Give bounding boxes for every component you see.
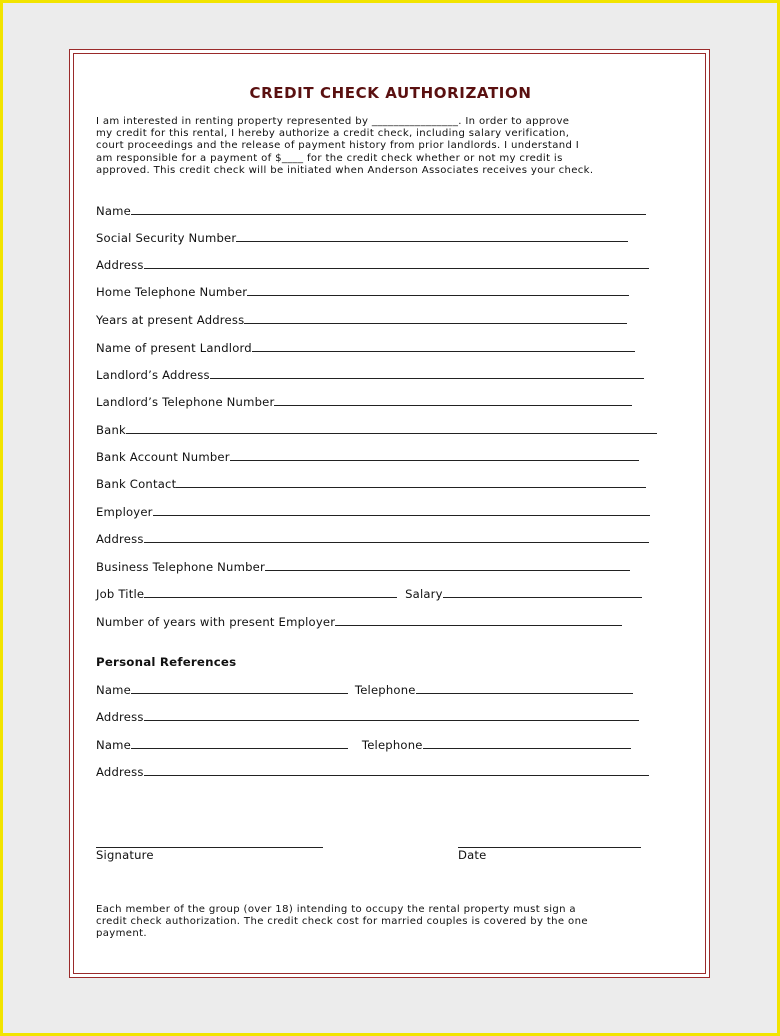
name-input-line[interactable] [131,204,646,215]
landlord-address-input-line[interactable] [210,368,644,379]
ssn-field-row[interactable] [96,231,628,245]
bank-account-input-line[interactable] [230,450,639,461]
home-phone-input-line[interactable] [247,285,629,296]
personal-references-heading: Personal References [96,655,237,669]
reference-1-phone-line[interactable] [416,683,633,694]
address-input-line[interactable] [144,258,649,269]
business-phone-field-row[interactable] [96,560,630,574]
reference-1-address-label: Address [96,710,144,724]
bank-field-row[interactable] [96,423,657,437]
reference-1-name-line[interactable] [131,683,348,694]
reference-2-phone-label: Telephone [361,738,423,752]
job-title-input-line[interactable] [144,587,397,598]
business-phone-input-line[interactable] [265,560,630,571]
bank-contact-input-line[interactable] [176,477,646,488]
reference-2-phone-line[interactable] [423,738,631,749]
reference-2-address-label: Address [96,765,144,779]
name-field-row[interactable] [96,204,646,218]
reference-1-phone-label: Telephone [354,683,416,697]
form-title: CREDIT CHECK AUTHORIZATION [249,84,532,102]
intro-paragraph: I am interested in renting property represented by ________________. In order to approve my credit for this rental, I hereby authorize a credit check, including salary verification, court proceedings and the release of payment history from prior landlords. I understand I am responsible for a payment of $____ for the credit check whether or not my credit is approved. This credit check will be initiated when Anderson Associates receives your check. [96,116,594,176]
years-employer-input-line[interactable] [335,615,622,626]
footer-note: Each member of the group (over 18) intending to occupy the rental property must sign a credit check authorization. The credit check cost for married couples is covered by the one payment. [96,904,588,940]
name-label: Name [96,204,132,218]
bank-account-field-row[interactable] [96,450,639,464]
home-phone-field-row[interactable] [96,285,629,299]
reference-2-name-line[interactable] [131,738,348,749]
date-label: Date [458,848,487,862]
landlord-phone-label: Landlord’s Telephone Number [96,395,275,409]
address-field-row[interactable] [96,258,649,272]
job-title-label: Job Title [96,587,145,601]
landlord-name-label: Name of present Landlord [96,341,252,355]
reference-2-address-row[interactable] [96,765,649,779]
reference-1-row[interactable] [96,683,633,697]
bank-label: Bank [96,423,126,437]
landlord-phone-input-line[interactable] [274,395,632,406]
employer-address-field-row[interactable] [96,532,649,546]
reference-2-name-label: Name [96,738,132,752]
job-salary-field-row[interactable] [96,587,642,601]
years-employer-field-row[interactable] [96,615,622,629]
landlord-address-label: Landlord’s Address [96,368,210,382]
ssn-label: Social Security Number [96,231,237,245]
years-address-field-row[interactable] [96,313,627,327]
landlord-address-field-row[interactable] [96,368,644,382]
employer-address-label: Address [96,532,144,546]
landlord-name-field-row[interactable] [96,341,635,355]
years-employer-label: Number of years with present Employer [96,615,336,629]
years-address-input-line[interactable] [244,313,627,324]
ssn-input-line[interactable] [236,231,628,242]
form-page [69,49,710,978]
reference-2-address-line[interactable] [144,765,649,776]
reference-2-row[interactable] [96,738,631,752]
reference-1-name-label: Name [96,683,132,697]
reference-1-address-row[interactable] [96,710,639,724]
landlord-name-input-line[interactable] [252,341,635,352]
bank-account-label: Bank Account Number [96,450,230,464]
employer-field-row[interactable] [96,505,650,519]
bank-contact-label: Bank Contact [96,477,177,491]
bank-input-line[interactable] [126,423,657,434]
home-phone-label: Home Telephone Number [96,285,248,299]
years-address-label: Years at present Address [96,313,245,327]
business-phone-label: Business Telephone Number [96,560,265,574]
bank-contact-field-row[interactable] [96,477,646,491]
signature-label: Signature [96,848,154,862]
landlord-phone-field-row[interactable] [96,395,632,409]
reference-1-address-line[interactable] [144,710,639,721]
employer-input-line[interactable] [153,505,650,516]
salary-label: Salary [405,587,443,601]
employer-address-input-line[interactable] [144,532,649,543]
salary-input-line[interactable] [443,587,642,598]
address-label: Address [96,258,144,272]
employer-label: Employer [96,505,153,519]
